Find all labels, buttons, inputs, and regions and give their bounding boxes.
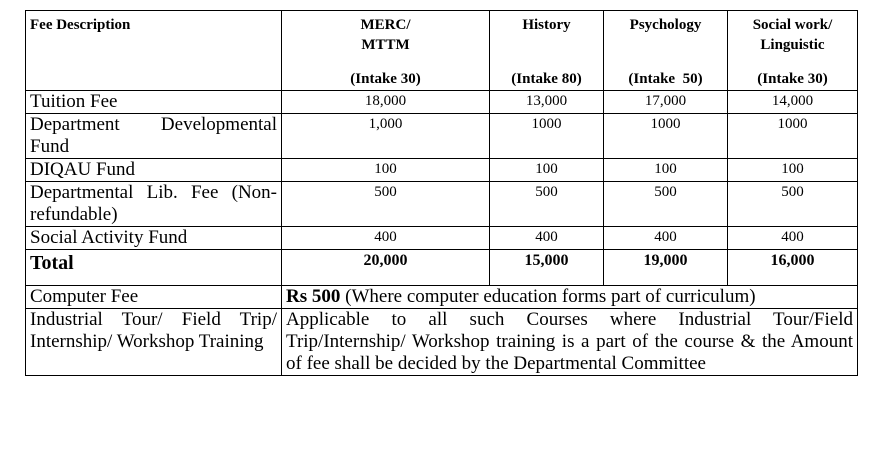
cell-value: 500 bbox=[282, 182, 490, 227]
column-header-merc bbox=[282, 11, 490, 91]
total-value: 19,000 bbox=[604, 250, 728, 286]
cell-value: 1,000 bbox=[282, 114, 490, 159]
cell-value: 500 bbox=[490, 182, 604, 227]
column-intake: (Intake 30) bbox=[350, 71, 421, 87]
column-intake: (Intake 50) bbox=[628, 71, 703, 87]
cell-value: 1000 bbox=[490, 114, 604, 159]
cell-value: 400 bbox=[728, 227, 858, 250]
column-header-history bbox=[490, 11, 604, 91]
column-name-line1: Psychology bbox=[629, 17, 702, 33]
cell-value: 100 bbox=[282, 159, 490, 182]
column-name-line2 bbox=[545, 37, 549, 53]
total-value: 20,000 bbox=[282, 250, 490, 286]
cell-value: 400 bbox=[604, 227, 728, 250]
fee-table bbox=[25, 10, 858, 376]
column-name-line1: MERC/ bbox=[360, 17, 411, 33]
cell-value: 100 bbox=[490, 159, 604, 182]
cell-value: 1000 bbox=[604, 114, 728, 159]
total-value: 16,000 bbox=[728, 250, 858, 286]
fee-description-header: Fee Description bbox=[26, 11, 282, 91]
row-label: Tuition Fee bbox=[26, 91, 282, 114]
row-label: DIQAU Fund bbox=[26, 159, 282, 182]
computer-fee-condition: (Where computer education forms part of curriculum) bbox=[340, 286, 756, 307]
computer-fee-label: Computer Fee bbox=[26, 286, 282, 309]
cell-value: 400 bbox=[490, 227, 604, 250]
computer-fee-note bbox=[282, 286, 858, 309]
cell-value: 100 bbox=[728, 159, 858, 182]
total-value: 15,000 bbox=[490, 250, 604, 286]
table-row bbox=[26, 182, 858, 227]
industrial-tour-note: Applicable to all such Courses where Industrial Tour/Field Trip/Internship/ Workshop training is a part of the course & the Amount of fee shall be decided by the Departmental Committee bbox=[282, 309, 858, 376]
total-row bbox=[26, 250, 858, 286]
cell-value: 18,000 bbox=[282, 91, 490, 114]
column-name-line1: Social work/ bbox=[752, 17, 833, 33]
column-name-line2: Linguistic bbox=[760, 37, 825, 53]
total-label: Total bbox=[26, 250, 282, 286]
cell-value: 1000 bbox=[728, 114, 858, 159]
row-label: Department Developmental Fund bbox=[26, 114, 282, 159]
industrial-tour-label: Industrial Tour/ Field Trip/ Internship/ Workshop Training bbox=[26, 309, 282, 376]
row-label: Departmental Lib. Fee (Non-refundable) bbox=[26, 182, 282, 227]
row-label: Social Activity Fund bbox=[26, 227, 282, 250]
table-row bbox=[26, 227, 858, 250]
computer-fee-row bbox=[26, 286, 858, 309]
header-row bbox=[26, 11, 858, 91]
computer-fee-amount: Rs 500 bbox=[286, 286, 341, 307]
column-name-line2 bbox=[664, 37, 668, 53]
cell-value: 100 bbox=[604, 159, 728, 182]
column-header-psychology bbox=[604, 11, 728, 91]
cell-value: 400 bbox=[282, 227, 490, 250]
table-row bbox=[26, 114, 858, 159]
cell-value: 500 bbox=[728, 182, 858, 227]
table-row bbox=[26, 159, 858, 182]
cell-value: 14,000 bbox=[728, 91, 858, 114]
column-header-social-work bbox=[728, 11, 858, 91]
column-intake: (Intake 30) bbox=[757, 71, 828, 87]
cell-value: 500 bbox=[604, 182, 728, 227]
column-intake: (Intake 80) bbox=[511, 71, 582, 87]
industrial-tour-row bbox=[26, 309, 858, 376]
cell-value: 13,000 bbox=[490, 91, 604, 114]
table-row bbox=[26, 91, 858, 114]
column-name-line1: History bbox=[522, 17, 571, 33]
cell-value: 17,000 bbox=[604, 91, 728, 114]
column-name-line2: MTTM bbox=[361, 37, 410, 53]
